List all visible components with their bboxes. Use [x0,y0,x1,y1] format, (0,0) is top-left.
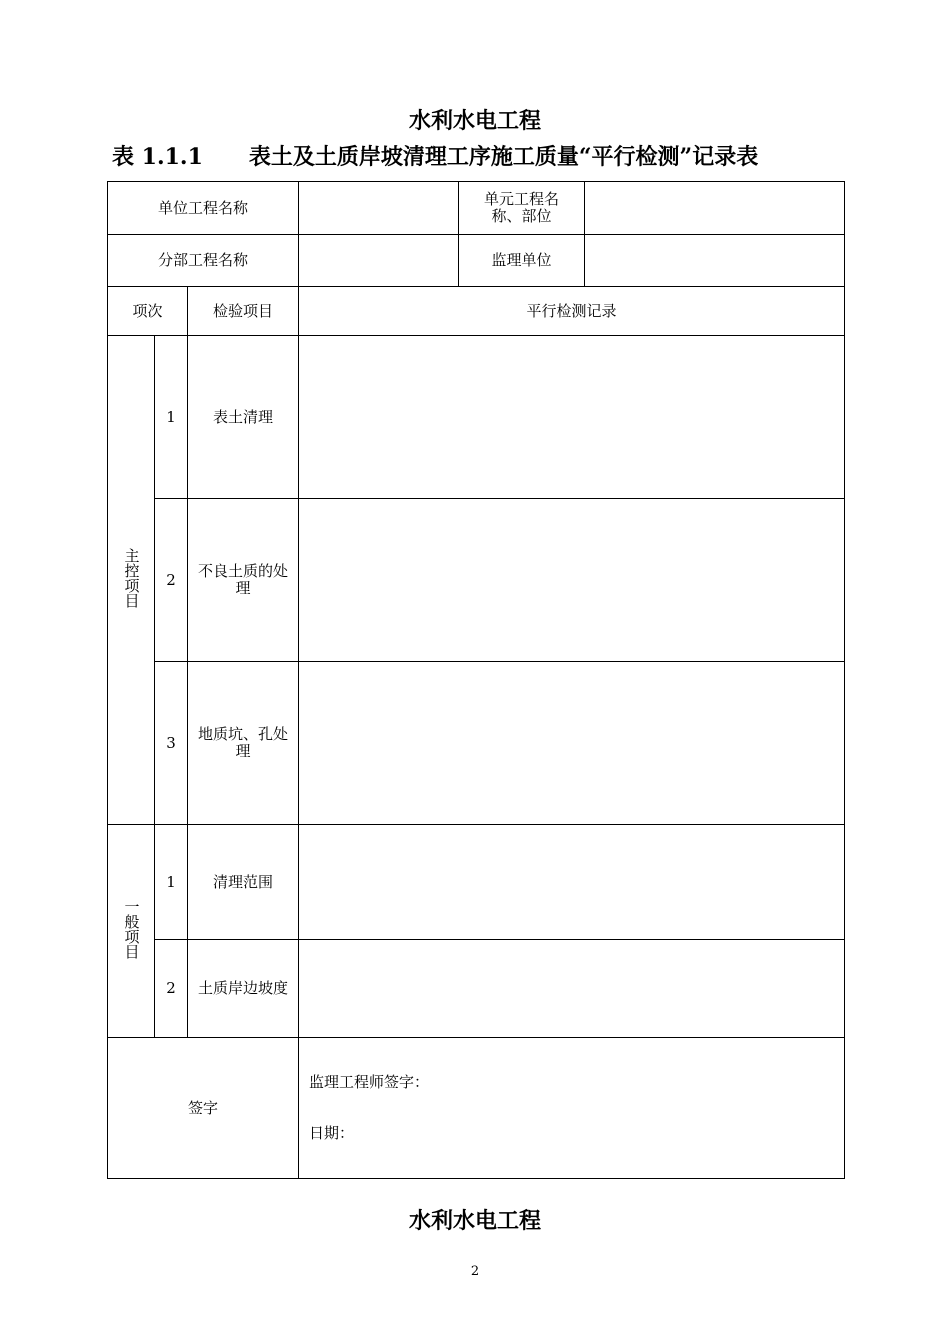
item-number: 1 [155,825,188,940]
record-cell[interactable] [299,940,845,1038]
record-header: 平行检测记录 [299,287,845,336]
record-cell[interactable] [299,499,845,662]
table-heading [112,140,758,171]
date-label: 日期： [309,1124,355,1142]
record-cell[interactable] [299,825,845,940]
unit-element-label: 单元工程名称、部位 [459,182,585,235]
item-number: 3 [155,662,188,825]
unit-project-label: 单位工程名称 [108,182,299,235]
item-number: 2 [155,499,188,662]
page-number: 2 [470,1264,480,1279]
record-cell[interactable] [299,336,845,499]
inspection-record-table [107,181,845,1179]
record-cell[interactable] [299,662,845,825]
general-group-label: 一般项目 [108,825,155,1038]
item-number: 2 [155,940,188,1038]
signature-cell[interactable] [299,1038,845,1179]
item-no-header: 项次 [108,287,188,336]
inspection-item-header: 检验项目 [188,287,299,336]
document-title: 水利水电工程 [408,108,541,134]
main-group-label: 主控项目 [108,336,155,825]
item-number: 1 [155,336,188,499]
supervisor-unit-value[interactable] [585,235,845,287]
item-name: 不良土质的处理 [188,499,299,662]
footer-title: 水利水电工程 [408,1208,541,1234]
supervisor-unit-label: 监理单位 [459,235,585,287]
item-name: 土质岸边坡度 [188,940,299,1038]
item-name: 表土清理 [188,336,299,499]
item-name: 清理范围 [188,825,299,940]
subproject-value[interactable] [299,235,459,287]
subproject-label: 分部工程名称 [108,235,299,287]
table-number: 表 1.1.1 [112,144,203,170]
engineer-signature-label: 监理工程师签字： [309,1073,430,1091]
unit-project-value[interactable] [299,182,459,235]
table-name: 表土及土质岸坡清理工序施工质量“平行检测”记录表 [248,144,759,170]
unit-element-value[interactable] [585,182,845,235]
item-name: 地质坑、孔处理 [188,662,299,825]
signature-label: 签字 [108,1038,299,1179]
